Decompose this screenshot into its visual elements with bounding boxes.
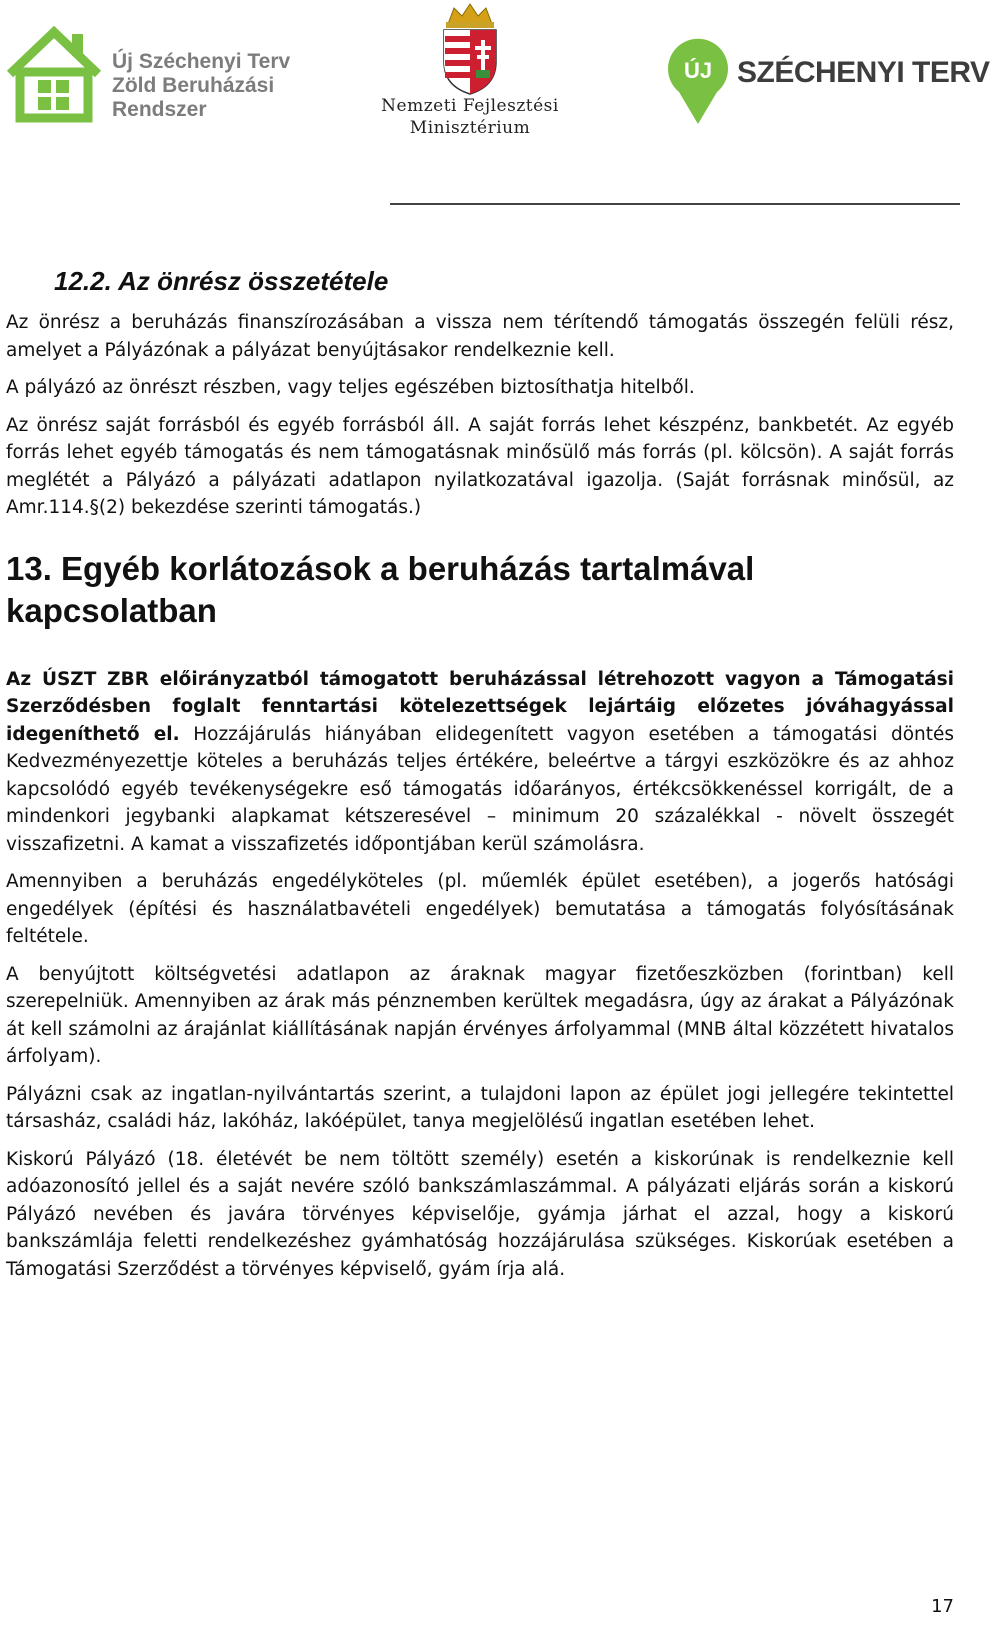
- hungarian-coat-of-arms-icon: [424, 2, 516, 96]
- section-12-2-paragraph-1: Az önrész a beruházás finanszírozásában a vissza nem térítendő támogatás összegén felüli rész, amelyet a Pályázónak a pályázat benyújtásakor rendelkeznie kell.: [6, 312, 954, 361]
- map-pin-badge-icon: [665, 36, 731, 126]
- ministry-logo: [370, 2, 570, 142]
- logo-left-line3: Rendszer: [112, 98, 207, 121]
- green-house-icon: [4, 22, 104, 122]
- section-13-paragraph-1-bold: Az ÚSZT ZBR előirányzatból támogatott beruházással létrehozott vagyon a Támogatási Szerződésben foglalt fenntartási kötelezettségek lejártáig előzetes jóváhagyással idegeníthető el.: [6, 668, 954, 745]
- section-12-2-paragraph-2: A pályázó az önrészt részben, vagy teljes egészében biztosíthatja hitelből.: [6, 377, 695, 398]
- logo-left-line2: Zöld Beruházási: [112, 74, 275, 97]
- section-13-paragraph-1: [6, 666, 954, 859]
- section-13-paragraph-3: A benyújtott költségvetési adatlapon az áraknak magyar fizetőeszközben (forintban) kell szerepelniük. Amennyiben az árak más pénznemben kerültek megadásra, úgy az árakat a Pályázónak át kell számolni az árajánlat kiállításának napján érvényes árfolyammal (MNB által közzétett hivatalos árfolyam).: [6, 963, 954, 1067]
- header-divider: [390, 203, 960, 205]
- section-12-2-heading: 12.2. Az önrész összetétele: [54, 266, 389, 296]
- szechenyi-terv-text: SZÉCHENYI TERV: [737, 56, 990, 89]
- logo-left-line1: Új Széchenyi Terv: [112, 50, 291, 73]
- section-13-paragraph-4: Pályázni csak az ingatlan-nyilvántartás szerint, a tulajdoni lapon az épület jogi jellegére tekintettel társasház, családi ház, lakóház, lakóépület, tanya megjelölésű ingatlan esetében lehet.: [6, 1083, 954, 1132]
- ministry-name-line1: Nemzeti Fejlesztési: [381, 96, 559, 116]
- uj-szechenyi-terv-logo: [665, 36, 990, 136]
- section-13-heading: 13. Egyéb korlátozások a beruházás tartalmával kapcsolatban: [6, 549, 755, 629]
- section-13-paragraph-2: Amennyiben a beruházás engedélyköteles (pl. műemlék épület esetében), a jogerős hatósági engedélyek (építési és használatbavételi engedélyek) bemutatása a támogatás folyósításának feltétele.: [6, 871, 954, 947]
- badge-text: ÚJ: [683, 58, 713, 83]
- section-12-2-paragraph-3: Az önrész saját forrásból és egyéb forrásból áll. A saját forrás lehet készpénz, bankbetét. Az egyéb forrás lehet egyéb támogatás és nem támogatásnak minősülő más forrás (pl. kölcsön). A saját forrás meglétét a Pályázó a pályázati adatlapon nyilatkozatával igazolja. (Saját forrásnak minősül, az Amr.114.§(2) bekezdése szerinti támogatás.): [6, 414, 954, 518]
- section-13-paragraph-1-rest: Hozzájárulás hiányában elidegenített vagyon esetében a támogatási döntés Kedvezményezettje köteles a beruházás teljes értékére, beleértve a tárgyi eszközökre és az ahhoz kapcsolódó egyéb tevékenységekre eső támogatás időarányos, értékcsökkenéssel korrigált, de a mindenkori jegybanki alapkamat kétszeresével – minimum 20 százalékkal - növelt összegét visszafizetni. A kamat a visszafizetés időpontjában kerül számolásra.: [6, 723, 955, 855]
- page-number: 17: [931, 1596, 954, 1617]
- page-header: [0, 0, 990, 210]
- section-13-paragraph-5: Kiskorú Pályázó (18. életévét be nem töltött személy) esetén a kiskorúnak is rendelkeznie kell adóazonosító jellel és a saját nevére szóló bankszámlaszámmal. A pályázati eljárás során a kiskorú Pályázó nevében és javára törvényes képviselője, gyámja járhat el azzal, hogy a kiskorú bankszámlája feletti rendelkezéshez gyámhatóság hozzájárulása szükséges. Kiskorúak esetében a Támogatási Szerződést a törvényes képviselő, gyám írja alá.: [6, 1148, 954, 1280]
- uszt-zbr-logo: [4, 22, 304, 132]
- ministry-name-line2: Minisztérium: [409, 118, 531, 138]
- document-body: [6, 266, 954, 1287]
